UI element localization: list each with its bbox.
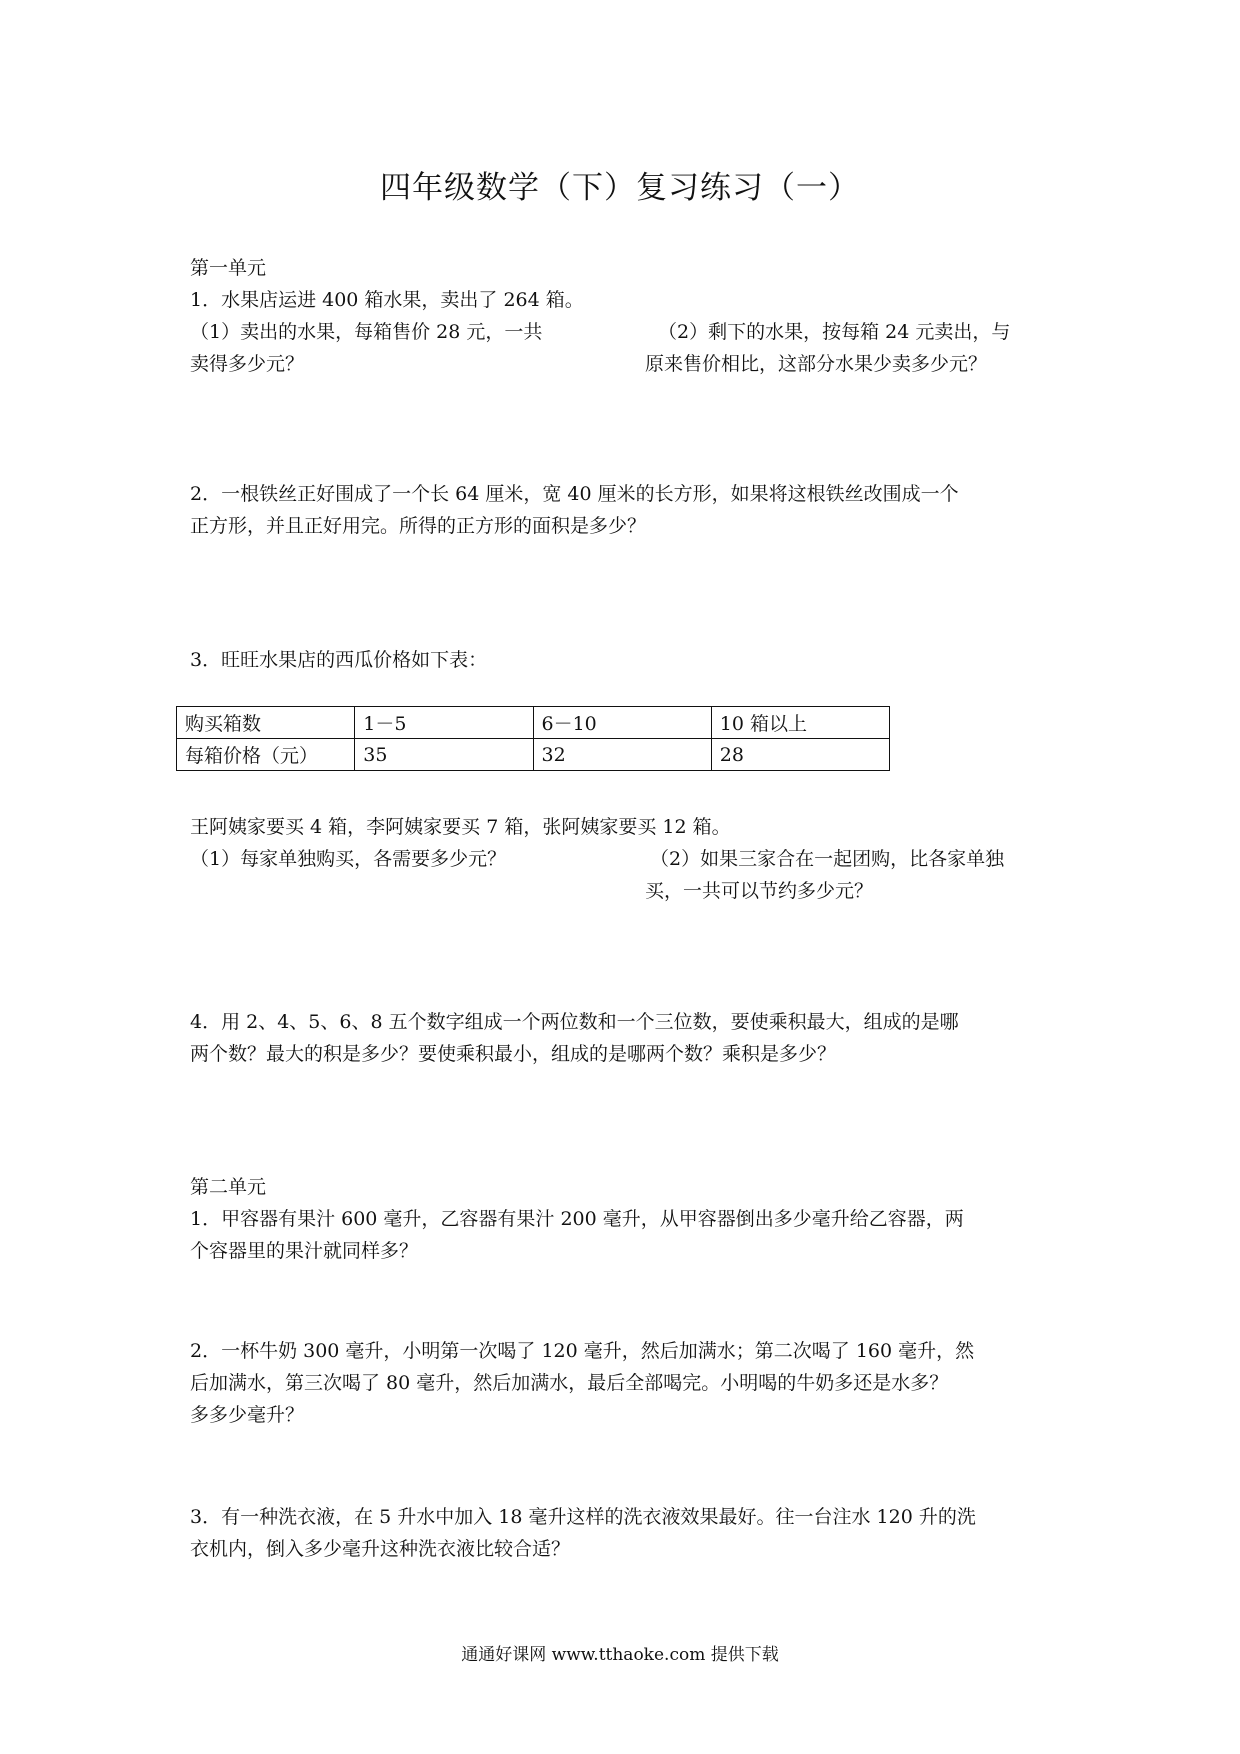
table-cell: 35 [355, 739, 533, 771]
unit1-q3-sub2-line2: 买，一共可以节约多少元？ [645, 880, 874, 902]
unit1-q3-info: 王阿姨家要买 4 箱，李阿姨家要买 7 箱，张阿姨家要买 12 箱。 [190, 816, 731, 838]
unit2-q1-line1: 1．甲容器有果汁 600 毫升，乙容器有果汁 200 毫升，从甲容器倒出多少毫升给乙容器，两 [190, 1208, 964, 1230]
unit-1-heading: 第一单元 [190, 257, 267, 279]
unit1-q1-sub2-line2: 原来售价相比，这部分水果少卖多少元？ [645, 353, 988, 375]
table-cell: 28 [711, 739, 889, 771]
unit1-q1-sub1-line1: （1）卖出的水果，每箱售价 28 元，一共 [190, 321, 543, 343]
table-cell: 每箱价格（元） [177, 739, 355, 771]
table-cell: 1－5 [355, 707, 533, 739]
unit2-q1-line2: 个容器里的果汁就同样多？ [190, 1240, 419, 1262]
unit1-q3-stem: 3．旺旺水果店的西瓜价格如下表： [190, 649, 488, 671]
unit2-q2-line1: 2．一杯牛奶 300 毫升，小明第一次喝了 120 毫升，然后加满水；第二次喝了 160 毫升，然 [190, 1340, 975, 1362]
unit2-q2-line3: 多多少毫升？ [190, 1404, 305, 1426]
unit-2-heading: 第二单元 [190, 1176, 267, 1198]
table-cell: 购买箱数 [177, 707, 355, 739]
page-title: 四年级数学（下）复习练习（一） [380, 170, 860, 206]
table-cell: 32 [533, 739, 711, 771]
unit2-q3-line2: 衣机内，倒入多少毫升这种洗衣液比较合适？ [190, 1538, 571, 1560]
unit1-q2-line2: 正方形，并且正好用完。所得的正方形的面积是多少？ [190, 515, 647, 537]
unit1-q1-sub1-line2: 卖得多少元？ [190, 353, 305, 375]
unit1-q3-sub2-line1: （2）如果三家合在一起团购，比各家单独 [650, 848, 1005, 870]
footer-text: 通通好课网 www.tthaoke.com 提供下载 [461, 1645, 779, 1665]
table-row [177, 707, 890, 739]
table-cell: 10 箱以上 [711, 707, 889, 739]
table-cell: 6－10 [533, 707, 711, 739]
unit1-q1-sub2-line1: （2）剩下的水果，按每箱 24 元卖出，与 [658, 321, 1011, 343]
unit1-q3-sub1: （1）每家单独购买，各需要多少元？ [190, 848, 507, 870]
unit2-q3-line1: 3．有一种洗衣液，在 5 升水中加入 18 毫升这样的洗衣液效果最好。往一台注水 120 升的洗 [190, 1506, 976, 1528]
table-row [177, 739, 890, 771]
unit2-q2-line2: 后加满水，第三次喝了 80 毫升，然后加满水，最后全部喝完。小明喝的牛奶多还是水多？ [190, 1372, 949, 1394]
unit1-q4-line2: 两个数？最大的积是多少？要使乘积最小，组成的是哪两个数？乘积是多少？ [190, 1043, 837, 1065]
unit1-q4-line1: 4．用 2、4、5、6、8 五个数字组成一个两位数和一个三位数，要使乘积最大，组成的是哪 [190, 1011, 959, 1033]
unit1-q2-line1: 2．一根铁丝正好围成了一个长 64 厘米，宽 40 厘米的长方形，如果将这根铁丝改围成一个 [190, 483, 959, 505]
unit1-q1-stem: 1．水果店运进 400 箱水果，卖出了 264 箱。 [190, 289, 584, 311]
price-table [176, 706, 890, 771]
